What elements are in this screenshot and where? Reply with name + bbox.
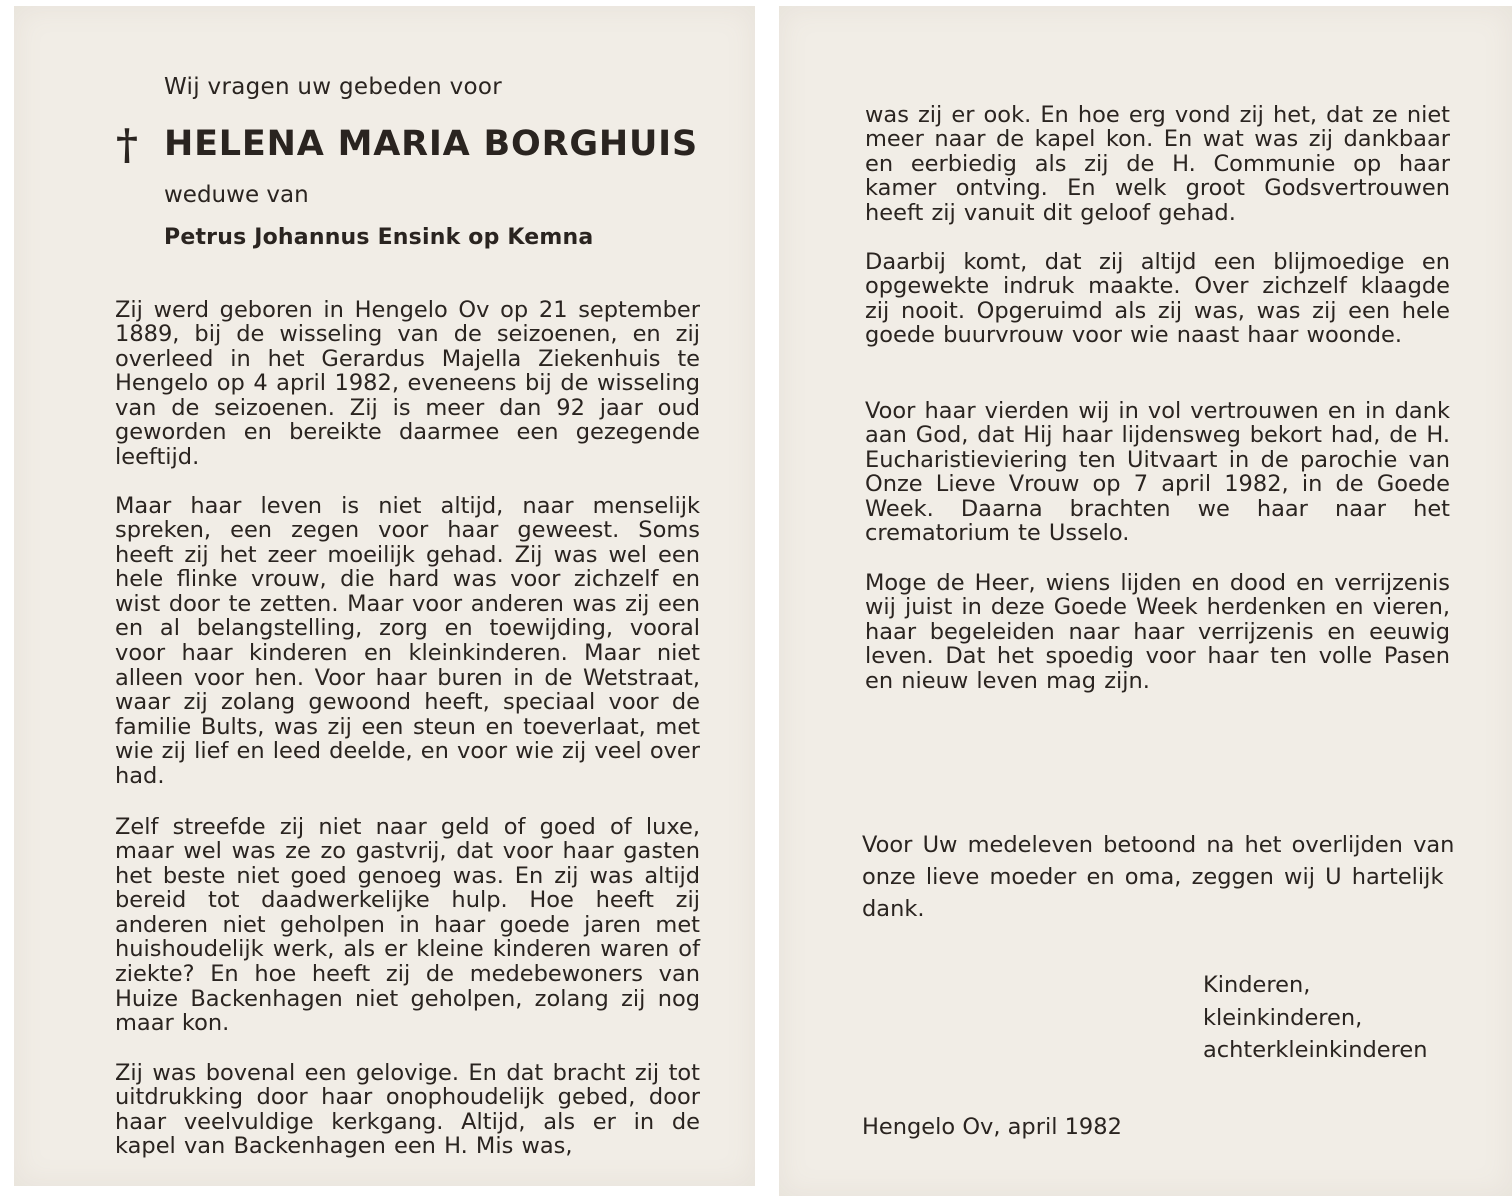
place-date: Hengelo Ov, april 1982 (862, 1114, 1122, 1140)
paragraph-character: Daarbij komt, dat zij altijd een blijmoedige en opgewekte indruk maakte. Over zichzelf klaagde zij nooit. Opgeruimd als zij was, was zij een hele goede buurvrouw voor wie naast haar woonde. (865, 248, 1450, 349)
husband-name: Petrus Johannus Ensink op Kemna (164, 225, 594, 250)
signers (1203, 969, 1428, 1067)
signer-great-grandchildren: achterkleinkinderen (1203, 1037, 1428, 1063)
paragraph-birth-death: Zij werd geboren in Hengelo Ov op 21 september 1889, bij de wisseling van de seizoenen, en zij overleed in het Gerardus Majella Ziekenhuis te Hengelo op 4 april 1982, eveneens bij de wisseling van de seizoenen. Zij is meer dan 92 jaar oud geworden en bereikte daarmee een gezegende leeftijd. (115, 296, 700, 471)
signer-grandchildren: kleinkinderen, (1203, 1004, 1363, 1031)
left-card (14, 6, 755, 1186)
cross-icon: † (116, 120, 138, 169)
paragraph-hospitality: Zelf streefde zij niet naar geld of goed of luxe, maar wel was ze zo gastvrij, dat voor haar gasten het beste niet goed genoeg was. En zij was altijd bereid tot daadwerkelijke hulp. Hoe heeft zij anderen niet geholpen in haar goede jaren met huishoudelijk werk, als er kleine kinderen waren of ziekte? En hoe heeft zij de medebewoners van Huize Backenhagen niet geholpen, zolang zij nog maar kon. (115, 813, 700, 1037)
intro-line: Wij vragen uw gebeden voor (164, 74, 502, 100)
paragraph-faith: Zij was bovenal een gelovige. En dat bracht zij tot uitdrukking door haar onophoudelijk gebed, door haar veelvuldige kerkgang. Altijd, als er in de kapel van Backenhagen een H. Mis was, (115, 1059, 700, 1160)
paragraph-faith-continued: was zij er ook. En hoe erg vond zij het, dat ze niet meer naar de kapel kon. En wat was zij dankbaar en eerbiedig als zij de H. Communie op haar kamer ontving. En welk groot Godsvertrouwen heeft zij vanuit dit geloof gehad. (865, 101, 1450, 226)
thanks-message: Voor Uw medeleven betoond na het overlijden van onze lieve moeder en oma, zeggen wij U hartelijk dank. (862, 832, 1455, 922)
paragraph-life: Maar haar leven is niet altijd, naar menselijk spreken, een zegen voor haar geweest. Soms heeft zij het zeer moeilijk gehad. Zij was wel een hele flinke vrouw, die hard was voor zichzelf en wist door te zetten. Maar voor anderen was zij een en al belangstelling, zorg en toewijding, vooral voor haar kinderen en kleinkinderen. Maar niet alleen voor hen. Voor haar buren in de Wetstraat, waar zij zolang gewoond heeft, speciaal voor de familie Bults, was zij een steun en toeverlaat, met wie zij lief en leed deelde, en voor wie zij veel over had. (115, 492, 701, 790)
deceased-name: HELENA MARIA BORGHUIS (164, 124, 698, 164)
widow-label: weduwe van (164, 182, 309, 208)
paragraph-funeral: Voor haar vierden wij in vol vertrouwen en in dank aan God, dat Hij haar lijdensweg bekort had, de H. Eucharistieviering ten Uitvaart in de parochie van Onze Lieve Vrouw op 7 april 1982, in de Goede Week. Daarna brachten we haar naar het crematorium te Usselo. (865, 397, 1450, 547)
paragraph-prayer: Moge de Heer, wiens lijden en dood en verrijzenis wij juist in deze Goede Week herdenken en vieren, haar begeleiden naar haar verrijzenis en eeuwig leven. Dat het spoedig voor haar ten volle Pasen en nieuw leven mag zijn. (865, 569, 1450, 694)
signer-children: Kinderen, (1203, 972, 1311, 998)
right-card (779, 6, 1512, 1196)
